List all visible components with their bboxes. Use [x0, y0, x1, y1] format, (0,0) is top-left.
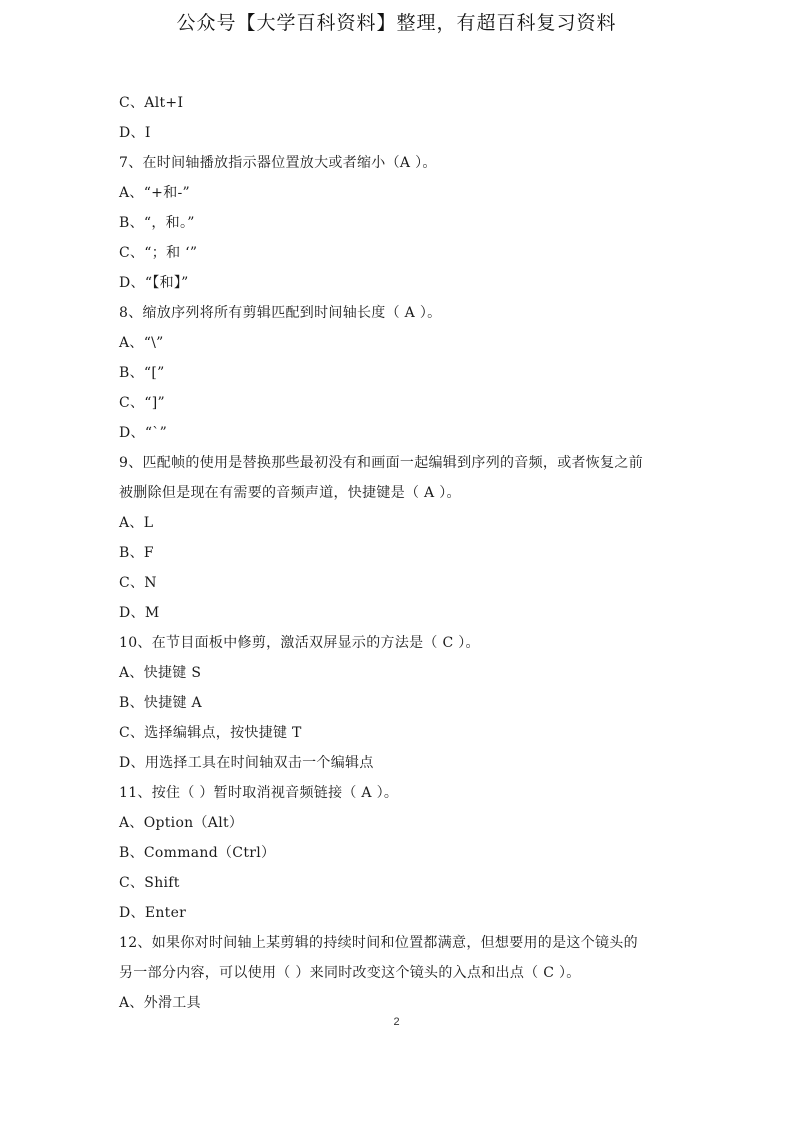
option-line: C、选择编辑点，按快捷键 T [119, 725, 302, 741]
option-line: B、“[” [119, 365, 165, 381]
question-line-continued: 被删除但是现在有需要的音频声道，快捷键是（ A ）。 [119, 485, 461, 501]
option-line: B、F [119, 545, 154, 561]
option-line: C、Shift [119, 875, 180, 891]
option-line: D、M [119, 605, 160, 621]
question-line-continued: 另一部分内容，可以使用（ ）来同时改变这个镜头的入点和出点（ C ）。 [119, 965, 581, 981]
option-line: A、Option（Alt） [119, 815, 244, 831]
option-line: D、用选择工具在时间轴双击一个编辑点 [119, 755, 374, 771]
option-line: C、“]” [119, 395, 165, 411]
option-line: D、Enter [119, 905, 187, 921]
question-line: 11、按住（ ）暂时取消视音频链接（ A ）。 [119, 785, 399, 801]
question-line: 9、匹配帧的使用是替换那些最初没有和画面一起编辑到序列的音频，或者恢复之前 [119, 455, 644, 471]
question-line: 12、如果你对时间轴上某剪辑的持续时间和位置都满意，但想要用的是这个镜头的 [119, 935, 638, 951]
option-line: D、“`” [119, 425, 168, 441]
question-line: 10、在节目面板中修剪，激活双屏显示的方法是（ C ）。 [119, 635, 480, 651]
option-line: B、Command（Ctrl） [119, 845, 276, 861]
option-line: A、快捷键 S [119, 665, 202, 681]
option-line: A、外滑工具 [119, 995, 201, 1011]
option-line: A、“+和-” [119, 185, 190, 201]
question-line: 8、缩放序列将所有剪辑匹配到时间轴长度（ A ）。 [119, 305, 442, 321]
document-body [119, 88, 679, 1018]
option-line: A、“\” [119, 335, 164, 351]
page-number: 2 [393, 1016, 400, 1028]
option-line: D、“【和】” [119, 275, 189, 291]
option-line: C、Alt+I [119, 95, 184, 111]
option-line: D、I [119, 125, 151, 141]
question-line: 7、在时间轴播放指示器位置放大或者缩小（A ）。 [119, 155, 437, 171]
option-line: B、“，和。” [119, 215, 195, 231]
option-line: B、快捷键 A [119, 695, 202, 711]
option-line: A、L [119, 515, 154, 531]
page-header: 公众号【大学百科资料】整理，有超百科复习资料 [176, 12, 617, 34]
option-line: C、N [119, 575, 157, 591]
option-line: C、“；和 ‘” [119, 245, 198, 261]
